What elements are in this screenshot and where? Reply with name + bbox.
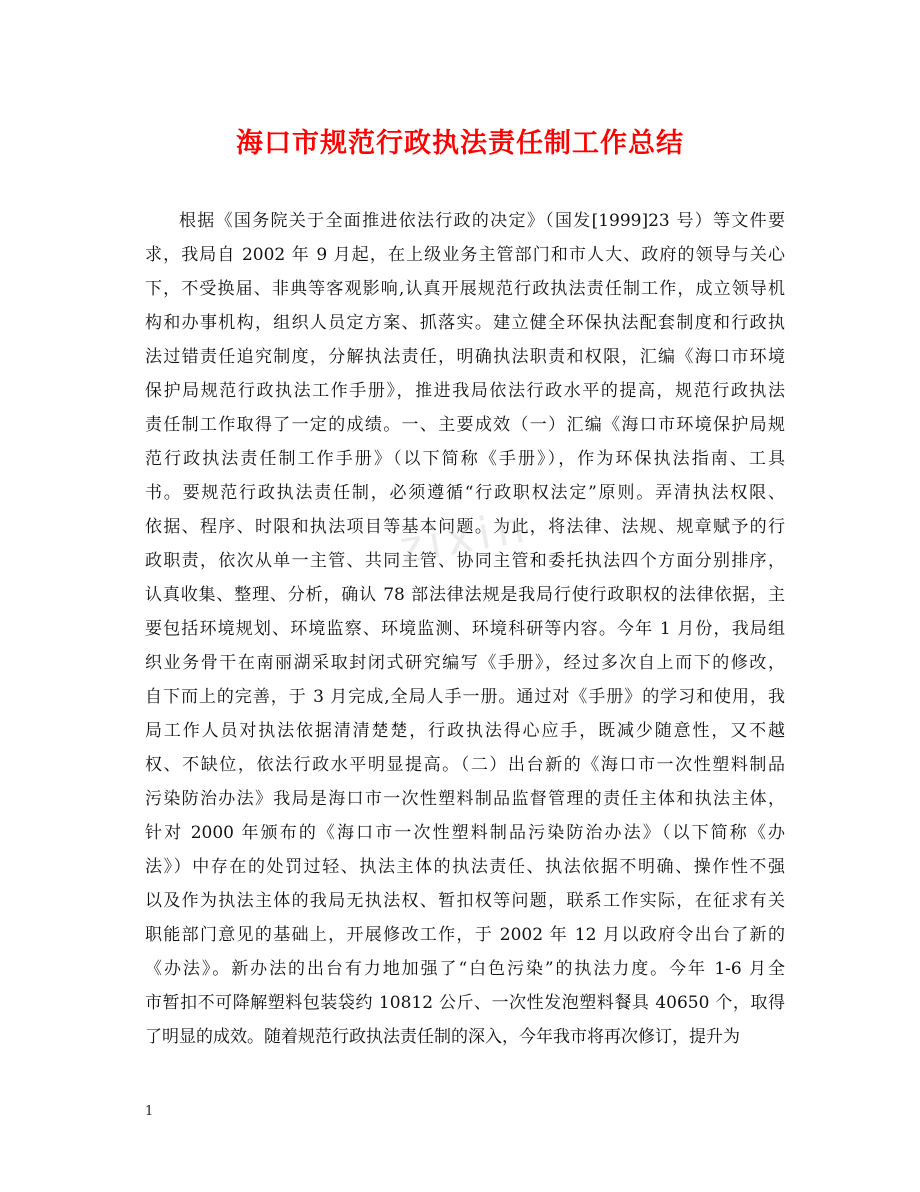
body-line: 认真收集、整理、分析，确认 78 部法律法规是我局行使行政职权的法律依据，主 — [145, 585, 785, 605]
document-body — [145, 204, 785, 1054]
body-line: 了明显的成效。随着规范行政执法责任制的深入，今年我市将再次修订，提升为 — [145, 1027, 740, 1047]
body-line: 法》）中存在的处罚过轻、执法主体的执法责任、执法依据不明确、操作性不强 — [145, 857, 785, 877]
body-line: 范行政执法责任制工作手册》（以下简称《手册》），作为环保执法指南、工具 — [145, 449, 785, 469]
body-line: 织业务骨干在南丽湖采取封闭式研究编写《手册》，经过多次自上而下的修改， — [145, 653, 785, 673]
body-line: 责任制工作取得了一定的成绩。一、主要成效（一）汇编《海口市环境保护局规 — [145, 415, 785, 435]
body-line: 职能部门意见的基础上，开展修改工作，于 2002 年 12 月以政府令出台了新的 — [145, 925, 785, 945]
body-line: 污染防治办法》我局是海口市一次性塑料制品监督管理的责任主体和执法主体， — [145, 789, 785, 809]
body-line: 保护局规范行政执法工作手册》，推进我局依法行政水平的提高，规范行政执法 — [145, 381, 785, 401]
body-line: 以及作为执法主体的我局无执法权、暂扣权等问题，联系工作实际，在征求有关 — [145, 891, 785, 911]
body-line: 构和办事机构，组织人员定方案、抓落实。建立健全环保执法配套制度和行政执 — [145, 313, 785, 333]
body-line: 《办法》。新办法的出台有力地加强了“白色污染”的执法力度。今年 1-6 月全 — [145, 959, 785, 979]
body-line: 针对 2000 年颁布的《海口市一次性塑料制品污染防治办法》（以下简称《办 — [145, 823, 785, 843]
body-line: 自下而上的完善，于 3 月完成,全局人手一册。通过对《手册》的学习和使用，我 — [145, 687, 785, 707]
body-line: 要包括环境规划、环境监察、环境监测、环境科研等内容。今年 1 月份，我局组 — [145, 619, 785, 639]
page-number: 1 — [145, 1104, 154, 1119]
body-line: 政职责，依次从单一主管、共同主管、协同主管和委托执法四个方面分别排序， — [145, 551, 785, 571]
body-line: 根据《国务院关于全面推进依法行政的决定》（国发[1999]23 号）等文件要 — [179, 211, 785, 231]
body-line: 书。要规范行政执法责任制，必须遵循“行政职权法定”原则。弄清执法权限、 — [145, 483, 785, 503]
body-line: 局工作人员对执法依据清清楚楚，行政执法得心应手，既减少随意性，又不越 — [145, 721, 785, 741]
body-line: 权、不缺位，依法行政水平明显提高。（二）出台新的《海口市一次性塑料制品 — [145, 755, 785, 775]
body-line: 下，不受换届、非典等客观影响,认真开展规范行政执法责任制工作，成立领导机 — [145, 279, 785, 299]
body-line: 市暂扣不可降解塑料包装袋约 10812 公斤、一次性发泡塑料餐具 40650 个，取得 — [145, 993, 785, 1013]
watermark: zixin — [395, 500, 535, 575]
body-line: 法过错责任追究制度，分解执法责任，明确执法职责和权限，汇编《海口市环境 — [145, 347, 785, 367]
document-title: 海口市规范行政执法责任制工作总结 — [236, 128, 684, 159]
body-line: 依据、程序、时限和执法项目等基本问题。为此，将法律、法规、规章赋予的行 — [145, 517, 785, 537]
body-line: 求，我局自 2002 年 9 月起，在上级业务主管部门和市人大、政府的领导与关心 — [145, 245, 785, 265]
